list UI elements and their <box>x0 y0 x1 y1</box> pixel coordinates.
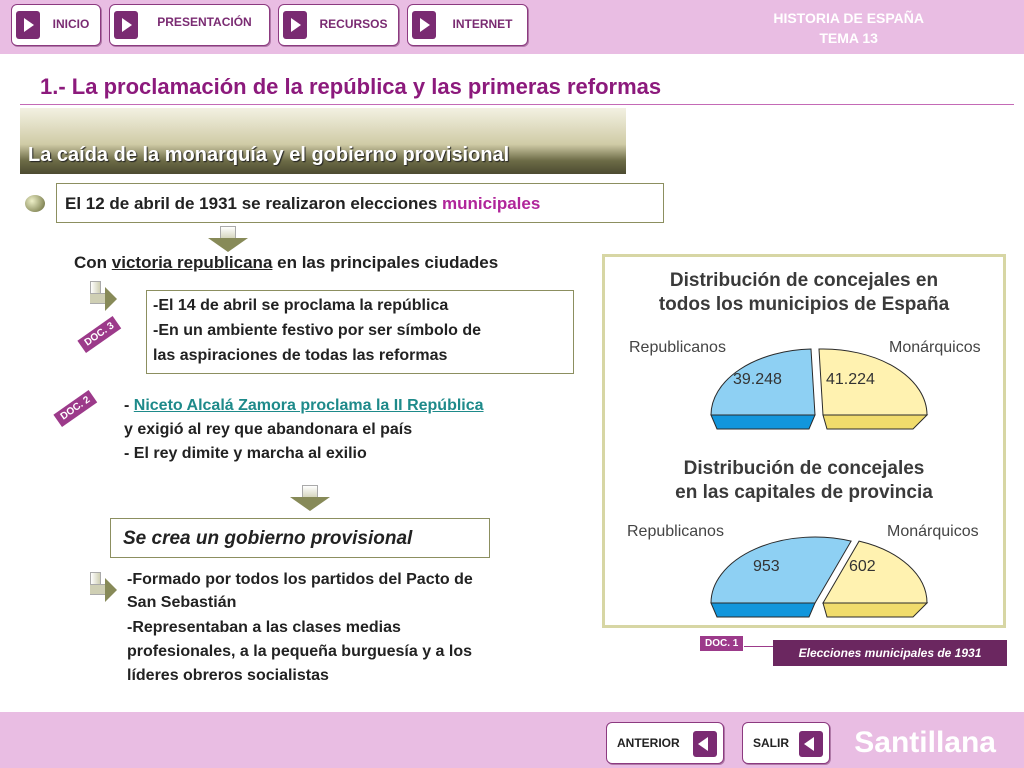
proclamation-box <box>146 290 574 374</box>
nav-presentacion-label: PRESENTACIÓN <box>157 15 252 29</box>
chart1-monarquicos-value: 41.224 <box>826 371 875 388</box>
chart2-monarquicos-value: 602 <box>849 558 876 575</box>
section-banner <box>20 108 626 174</box>
nav-presentacion-button[interactable] <box>109 4 270 46</box>
down-arrow-icon <box>208 226 248 254</box>
nav-inicio-button[interactable] <box>11 4 101 46</box>
niceto-link[interactable]: Niceto Alcalá Zamora proclama la II República <box>133 397 484 414</box>
play-icon <box>114 11 138 39</box>
doc1-connector <box>744 646 774 647</box>
bullet-icon <box>25 195 45 212</box>
exit-label: SALIR <box>753 736 789 750</box>
chart2-title-line2: en las capitales de provincia <box>675 482 933 503</box>
page-title: 1.- La proclamación de la república y las primeras reformas <box>40 74 662 99</box>
proclamation-line1: -El 14 de abril se proclama la república <box>153 297 449 314</box>
play-icon <box>283 11 307 39</box>
chart1-republicanos-base <box>711 415 815 429</box>
government-line4: profesionales, a la pequeña burguesía y a los <box>127 643 472 660</box>
chart1-republicanos-value: 39.248 <box>733 371 782 388</box>
government-box <box>110 518 490 558</box>
chart1-monarquicos-label: Monárquicos <box>889 339 981 356</box>
government-line1: -Formado por todos los partidos del Pacto de <box>127 571 473 588</box>
chart2-monarquicos-base <box>823 603 927 617</box>
chart2-republicanos-base <box>711 603 815 617</box>
elections-text <box>65 194 540 214</box>
niceto-line3: - El rey dimite y marcha al exilio <box>124 445 367 462</box>
doc3-tag[interactable]: DOC. 3 <box>77 316 121 353</box>
figure-caption: Elecciones municipales de 1931 <box>773 640 1007 666</box>
section-title: La caída de la monarquía y el gobierno provisional <box>28 144 510 166</box>
niceto-line1 <box>124 397 484 415</box>
back-arrow-icon <box>693 731 717 757</box>
nav-internet-label: INTERNET <box>452 17 513 31</box>
proclamation-line3: las aspiraciones de todas las reformas <box>153 347 448 364</box>
nav-recursos-label: RECURSOS <box>319 17 388 31</box>
exit-button[interactable] <box>742 722 830 764</box>
course-label <box>773 8 924 48</box>
bent-arrow-icon <box>86 281 118 311</box>
elections-box <box>56 183 664 223</box>
victory-after: en las principales ciudades <box>272 253 499 272</box>
chart2-pie <box>695 519 935 629</box>
play-icon <box>412 11 436 39</box>
nav-inicio-label: INICIO <box>52 17 90 31</box>
niceto-line2: y exigió al rey que abandonara el país <box>124 421 413 438</box>
doc1-tag[interactable]: DOC. 1 <box>700 636 743 651</box>
chart2-title <box>605 457 1003 505</box>
government-line5: líderes obreros socialistas <box>127 667 329 684</box>
chart1-title-line1: Distribución de concejales en <box>669 270 939 291</box>
victory-text <box>74 253 498 273</box>
chart2-republicanos-value: 953 <box>753 558 780 575</box>
elections-text-main: El 12 de abril de 1931 se realizaron elecciones <box>65 194 443 213</box>
course-unit: TEMA 13 <box>819 30 878 46</box>
back-arrow-icon <box>799 731 823 757</box>
bent-arrow-icon <box>86 572 118 602</box>
government-text: Se crea un gobierno provisional <box>123 528 413 549</box>
chart2-monarquicos-label: Monárquicos <box>887 523 979 540</box>
nav-internet-button[interactable] <box>407 4 528 46</box>
proclamation-line2: -En un ambiente festivo por ser símbolo de <box>153 322 482 339</box>
chart1-pie <box>695 331 935 441</box>
chart2-title-line1: Distribución de concejales <box>683 458 925 479</box>
victory-before: Con <box>74 253 112 272</box>
chart2-republicanos-label: Republicanos <box>627 523 724 540</box>
government-line3: -Representaban a las clases medias <box>127 619 401 636</box>
previous-button[interactable] <box>606 722 724 764</box>
brand-logo: Santillana <box>854 726 996 759</box>
chart1-title-line2: todos los municipios de España <box>658 294 950 315</box>
course-subject: HISTORIA DE ESPAÑA <box>773 10 924 26</box>
chart1-title <box>605 269 1003 317</box>
election-figure[interactable] <box>602 254 1006 628</box>
title-divider <box>20 104 1014 105</box>
play-icon <box>16 11 40 39</box>
chart1-monarquicos-base <box>823 415 927 429</box>
government-line2: San Sebastián <box>127 594 237 611</box>
doc2-tag[interactable]: DOC. 2 <box>53 390 97 427</box>
niceto-prefix: - <box>124 397 134 414</box>
previous-label: ANTERIOR <box>617 736 680 750</box>
elections-highlight: municipales <box>442 194 541 213</box>
victory-underlined: victoria republicana <box>111 253 273 272</box>
chart1-republicanos-label: Republicanos <box>629 339 726 356</box>
nav-recursos-button[interactable] <box>278 4 399 46</box>
down-arrow-icon <box>290 485 330 513</box>
